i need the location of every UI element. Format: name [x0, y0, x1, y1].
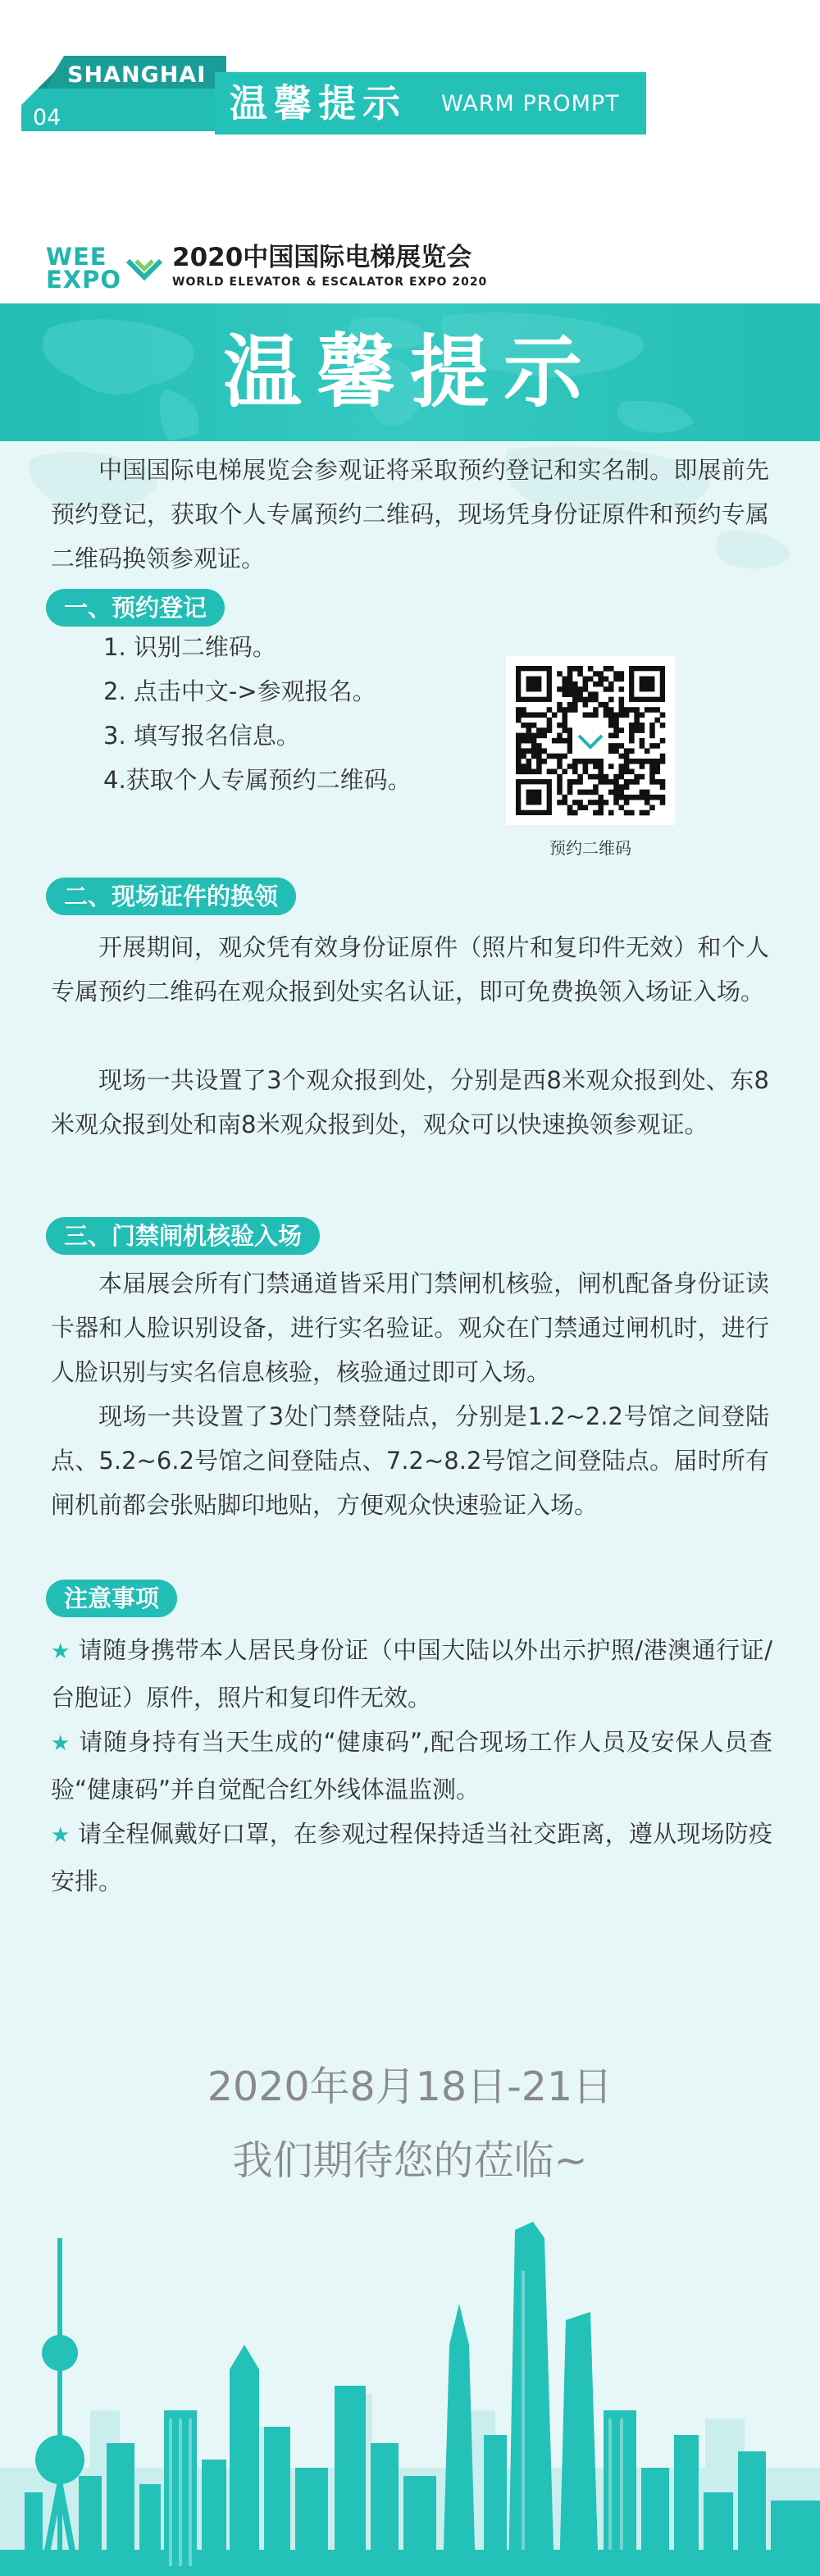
header-number: 04: [33, 105, 61, 130]
note-text-1: 请随身携带本人居民身份证（中国大陆以外出示护照/港澳通行证/台胞证）原件，照片和复印件无效。: [51, 1636, 772, 1712]
section2-paragraph-2: 现场一共设置了3个观众报到处，分别是西8米观众报到处、东8米观众报到处和南8米观众报到处，观众可以快速换领参观证。: [51, 1066, 769, 1138]
section3-heading: 三、门禁闸机核验入场: [46, 1217, 320, 1255]
title-banner: [0, 303, 820, 441]
logo-title: 2020中国国际电梯展览会: [172, 243, 472, 272]
closing-message: 我们期待您的莅临~: [232, 2137, 588, 2184]
banner-title: 温馨提示: [223, 326, 597, 418]
expo-logo-icon: [125, 248, 164, 287]
header-city: SHANGHAI: [67, 62, 207, 88]
header-title-en: WARM PROMPT: [441, 91, 620, 116]
star-icon: ★: [51, 1731, 71, 1756]
star-icon: ★: [51, 1823, 71, 1848]
section1-heading: 一、预约登记: [46, 589, 225, 627]
note-item-3: [51, 1811, 772, 1904]
qr-code-image: [506, 656, 675, 825]
step-3: 3. 填写报名信息。: [103, 722, 300, 750]
registration-qr-code[interactable]: [506, 656, 675, 825]
closing-date: 2020年8月18日-21日: [207, 2063, 613, 2110]
star-icon: ★: [51, 1639, 71, 1664]
step-1: 1. 识别二维码。: [103, 633, 276, 661]
intro-paragraph: 中国国际电梯展览会参观证将采取预约登记和实名制。即展前先预约登记，获取个人专属预约二维码，现场凭身份证原件和预约专属二维码换领参观证。: [51, 456, 769, 572]
section2-paragraph-1: 开展期间，观众凭有效身份证原件（照片和复印件无效）和个人专属预约二维码在观众报到处实名认证，即可免费换领入场证入场。: [51, 933, 769, 1005]
top-header: [0, 0, 820, 215]
note-text-2: 请随身持有当天生成的“健康码”,配合现场工作人员及安保人员查验“健康码”并自觉配合红外线体温监测。: [51, 1728, 772, 1803]
step-2: 2. 点击中文->参观报名。: [103, 677, 376, 705]
logo-subtitle: WORLD ELEVATOR & ESCALATOR EXPO 2020: [172, 276, 488, 289]
qr-caption: 预约二维码: [549, 838, 631, 858]
step-4: 4.获取个人专属预约二维码。: [103, 766, 412, 794]
note-text-3: 请全程佩戴好口罩，在参观过程保持适当社交距离，遵从现场防疫安排。: [51, 1820, 772, 1895]
logo-wee: WEE: [46, 243, 107, 271]
section3-paragraph-2: 现场一共设置了3处门禁登陆点，分别是1.2~2.2号馆之间登陆点、5.2~6.2号馆之间登陆点、7.2~8.2号馆之间登陆点。届时所有闸机前都会张贴脚印地贴，方便观众快速验证入场。: [51, 1402, 769, 1519]
notes-heading: 注意事项: [46, 1580, 177, 1617]
note-item-2: [51, 1719, 772, 1812]
note-item-1: [51, 1627, 772, 1721]
logo-row: [0, 215, 820, 303]
shanghai-skyline-illustration: [0, 2222, 820, 2576]
header-title-cn: 温馨提示: [230, 81, 407, 125]
logo-expo: EXPO: [46, 266, 122, 294]
section3-paragraph-1: 本届展会所有门禁通道皆采用门禁闸机核验，闸机配备身份证读卡器和人脸识别设备，进行实名验证。观众在门禁通过闸机时，进行人脸识别与实名信息核验，核验通过即可入场。: [51, 1270, 769, 1386]
section2-heading: 二、现场证件的换领: [46, 878, 296, 915]
